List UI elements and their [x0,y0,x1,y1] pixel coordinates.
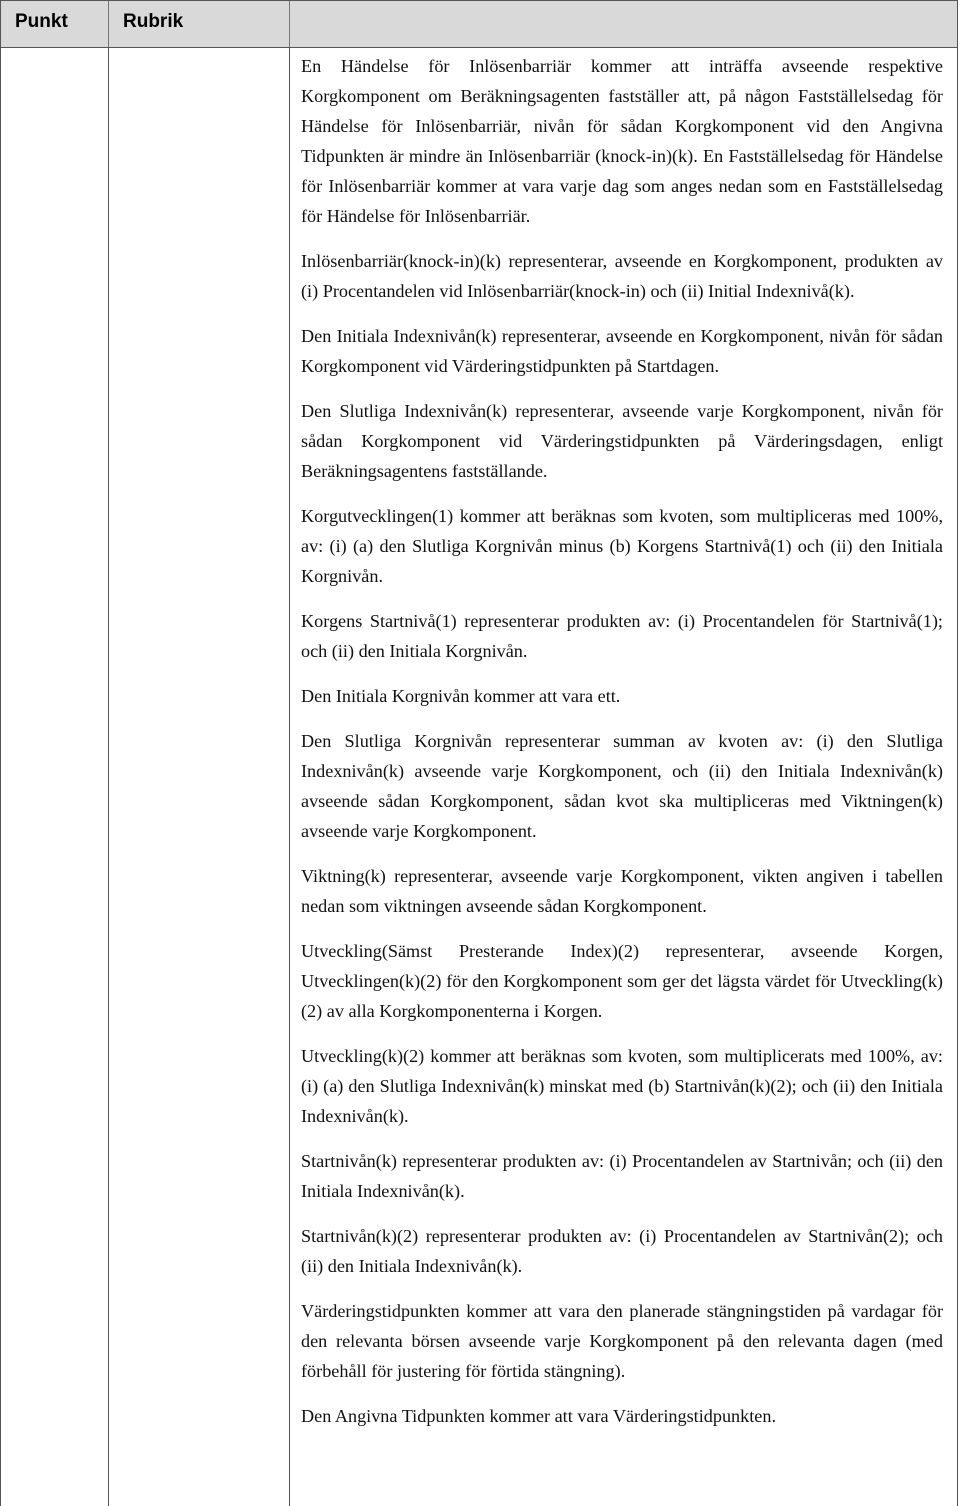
paragraph-final-index-level: Den Slutliga Indexnivån(k) representerar, avseende varje Korgkomponent, nivån för sådan Korgkomponent vid Värderingstidpunkten på Värderingsdagen, enligt Beräkningsagentens fastställande. [301,401,943,481]
paragraph-basket-performance: Korgutvecklingen(1) kommer att beräknas som kvoten, som multipliceras med 100%, av: (i) (a) den Slutliga Korgnivån minus (b) Korgens Startnivå(1) och (ii) den Initiala Korgnivån. [301,506,943,586]
header-punkt: Punkt [1,1,109,47]
paragraph-knock-in-barrier: Inlösenbarriär(knock-in)(k) representerar, avseende en Korgkomponent, produkten av (i) Procentandelen vid Inlösenbarriär(knock-in) och (ii) Initial Indexnivå(k). [301,251,943,301]
paragraph-valuation-time: Värderingstidpunkten kommer att vara den planerade stängningstiden på vardagar för den relevanta börsen avseende varje Korgkomponent på den relevanta dagen (med förbehåll för justering för förtida stängning). [301,1301,943,1381]
paragraph-final-basket-level: Den Slutliga Korgnivån representerar summan av kvoten av: (i) den Slutliga Indexnivån(k) avseende varje Korgkomponent, och (ii) den Initiala Indexnivån(k) avseende sådan Korgkomponent, sådan kvot ska multipliceras med Viktningen(k) avseende varje Korgkomponent. [301,731,943,841]
paragraph-weighting: Viktning(k) representerar, avseende varje Korgkomponent, vikten angiven i tabellen nedan som viktningen avseende sådan Korgkomponent. [301,866,943,916]
header-text-cell [290,1,958,47]
paragraph-worst-performing: Utveckling(Sämst Presterande Index)(2) representerar, avseende Korgen, Utvecklingen(k)(2) för den Korgkomponent som ger det lägsta värdet för Utveckling(k)(2) av alla Korgkomponenterna i Korgen. [301,941,943,1021]
paragraph-knock-in-event: En Händelse för Inlösenbarriär kommer att inträffa avseende respektive Korgkomponent om Beräkningsagenten fastställer att, på någon Fastställelsedag för Händelse för Inlösenbarriär, nivån för sådan Korgkomponent vid den Angivna Tidpunkten är mindre än Inlösenbarriär (knock-in)(k). En Fastställelsedag för Händelse för Inlösenbarriär kommer at vara varje dag som anges nedan som en Fastställelsedag för Händelse för Inlösenbarriär. [301,56,943,226]
paragraph-specified-time: Den Angivna Tidpunkten kommer att vara Värderingstidpunkten. [301,1406,776,1426]
paragraph-performance-k2: Utveckling(k)(2) kommer att beräknas som kvoten, som multiplicerats med 100%, av: (i) (a) den Slutliga Indexnivån(k) minskat med (b) Startnivån(k)(2); och (ii) den Initiala Indexnivån(k). [301,1046,943,1126]
table-border-left [0,48,1,1506]
paragraph-basket-start-level: Korgens Startnivå(1) representerar produkten av: (i) Procentandelen för Startnivå(1); och (ii) den Initiala Korgnivån. [301,611,943,661]
paragraph-start-level-k: Startnivån(k) representerar produkten av: (i) Procentandelen av Startnivån; och (ii) den Initiala Indexnivån(k). [301,1151,943,1201]
table-header-row [0,0,958,48]
text-cell [301,48,943,1446]
paragraph-start-level-k2: Startnivån(k)(2) representerar produkten av: (i) Procentandelen av Startnivån(2); och (ii) den Initiala Indexnivån(k). [301,1226,943,1276]
column-divider-punkt [108,48,109,1506]
paragraph-initial-basket-level: Den Initiala Korgnivån kommer att vara ett. [301,686,621,706]
table-border-right [957,48,958,1506]
header-rubrik: Rubrik [109,1,290,47]
paragraph-initial-index-level: Den Initiala Indexnivån(k) representerar, avseende en Korgkomponent, nivån för sådan Korgkomponent vid Värderingstidpunkten på Startdagen. [301,326,943,376]
column-divider-rubrik [289,48,290,1506]
